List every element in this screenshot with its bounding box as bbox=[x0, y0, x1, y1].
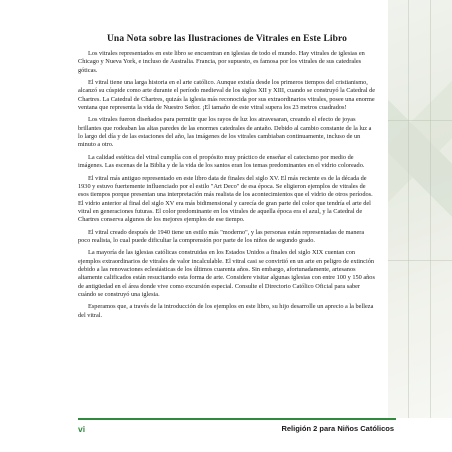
paragraph-3: Los vitrales fueron diseñados para permitir que los rayos de luz los atravesaran, creando el efecto de joyas brillantes que rodeaban las altas paredes de las enormes catedrales de antaño. Debido al cambio constante de la luz a lo largo del día y de las estaciones del año, las imágenes de los vitrales cambiaban continuamente, incluso de un minuto a otro. bbox=[78, 116, 372, 149]
paragraph-7: La mayoría de las iglesias católicas construidas en los Estados Unidos a finales del siglo XIX cuentan con ejemplos extraordinarios de vitrales de valor incalculable. El vitral casi se convirtió en un arte en peligro de extinción debido a las renovaciones eclesiásticas de los últimos cuarenta años. Sin embargo, afortunadamente, artesanos altamente calificados están resucitando esta forma de arte. Considere visitar algunas iglesias con entre 100 y 150 años de antigüedad en el área donde vive como excursión especial. Consulte el Directorio Católico Oficial para saber cuándo se construyó una iglesia. bbox=[78, 249, 375, 298]
book-title: Religión 2 para Niños Católicos bbox=[281, 424, 394, 433]
paragraph-5: El vitral más antiguo representado en este libro data de finales del siglo XV. El más reciente es de la década de 1930 y estuvo fuertemente influenciado por el estilo "Art Deco" de esa época. Se eligieron ejemplos de vitrales de esos tiempos porque presentan una interpretación más realista de los acontecimientos que el vidrio de otros períodos. El vidrio anterior al final del siglo XV era más bidimensional y carecía de gran parte del color que tendría el arte del vitral en generaciones futuras. El color predominante en los vitrales de aquella época era el azul, y la Catedral de Chartres conserva algunos de los mejores ejemplos de ese tiempo. bbox=[78, 174, 373, 224]
article-title: Una Nota sobre las Ilustraciones de Vitrales en Este Libro bbox=[106, 34, 348, 44]
stained-glass-decoration bbox=[388, 0, 452, 418]
article-body bbox=[78, 33, 376, 324]
paragraph-8: Esperamos que, a través de la introducción de los ejemplos en este libro, su hijo desarrolle un aprecio a la belleza del vitral. bbox=[78, 303, 374, 319]
paragraph-2: El vitral tiene una larga historia en el arte católico. Aunque existía desde los primeros tiempos del cristianismo, alcanzó su cúspide como arte durante el período medieval de los siglos XII y XIII, cuando se construyó la Catedral de Chartres. La Catedral de Chartres, quizás la iglesia más reconocida por sus extraordinarios vitrales, posee una enorme ventana que representa la vida de Nuestro Señor. ¡El tamaño de este vitral supera los 23 metros cuadrados! bbox=[78, 79, 376, 111]
paragraph-4: La calidad estética del vitral cumplía con el propósito muy práctico de enseñar el catecismo por medio de imágenes. Las escenas de la Biblia y de la vida de los santos eran los temas predominantes en el vidrio coloreado. bbox=[78, 153, 365, 170]
footer-rule bbox=[78, 418, 396, 420]
paragraph-1: Los vitrales representados en este libro se encuentran en iglesias de todo el mundo. Hay vitrales de iglesias en Chicago y Nueva York, e incluso de Australia. Francia, por supuesto, es famosa por los vitrales de sus catedrales góticas. bbox=[78, 50, 365, 74]
page-number: vi bbox=[78, 424, 86, 434]
paragraph-6: El vitral creado después de 1940 tiene un estilo más "moderno", y las personas están representadas de manera poco realista, lo cual puede dificultar la comprensión por parte de los niños de segundo grado. bbox=[78, 228, 365, 244]
